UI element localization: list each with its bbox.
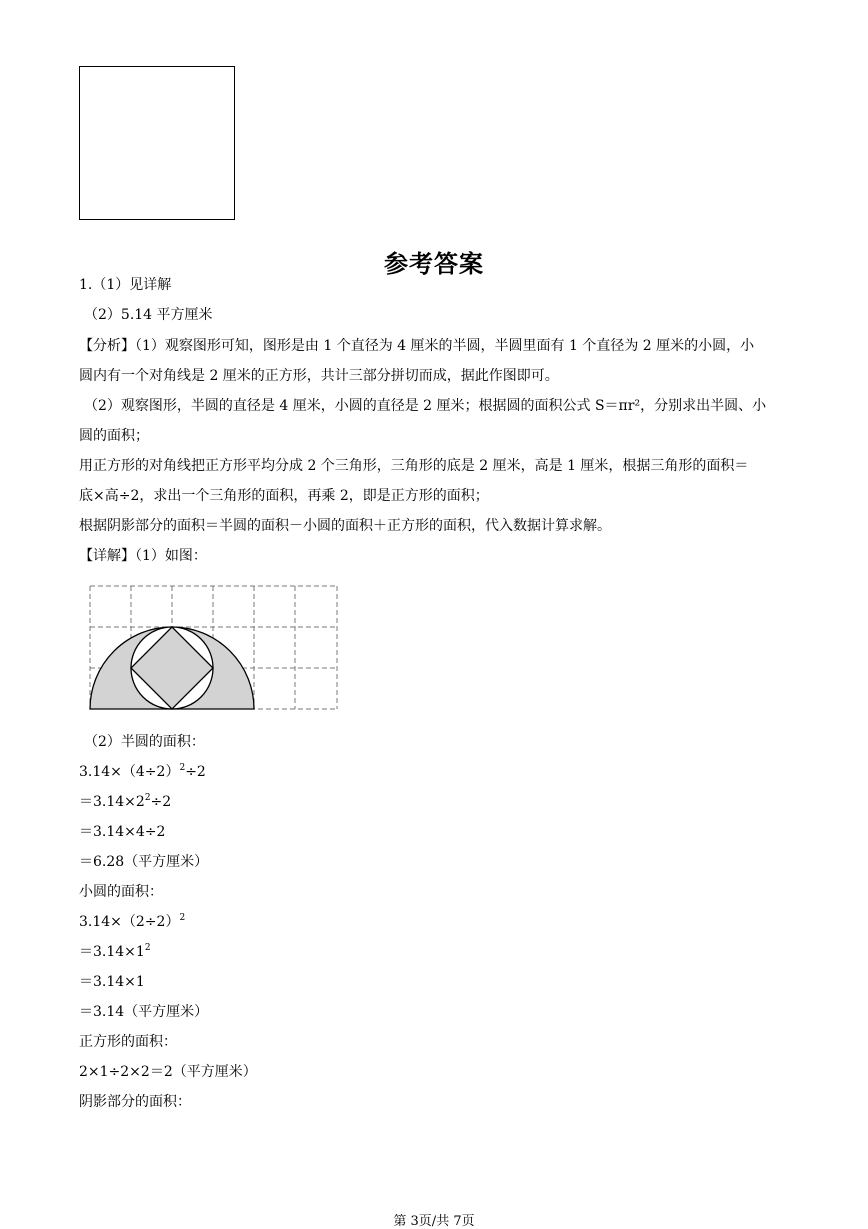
analysis-line2: 圆内有一个对角线是 2 厘米的正方形，共计三部分拼切而成，据此作图即可。	[79, 368, 559, 384]
analysis-line4: 圆的面积；	[79, 428, 149, 444]
small-circle-heading: 小圆的面积：	[79, 884, 163, 900]
analysis-line6: 底×高÷2，求出一个三角形的面积，再乘 2，即是正方形的面积；	[79, 488, 489, 504]
analysis-line3: （2）观察图形，半圆的直径是 4 厘米，小圆的直径是 2 厘米；根据圆的面积公式 S＝πr²，分别求出半圆、小	[84, 398, 767, 414]
semicircle-heading: （2）半圆的面积：	[84, 734, 205, 750]
detail-heading: 【详解】（1）如图：	[79, 548, 207, 564]
shadow-heading: 阴影部分的面积：	[79, 1094, 191, 1110]
q1-part1: 1.（1）见详解	[79, 277, 172, 293]
circle-calc-1: $3.14\times(2\div 2)^2$	[79, 913, 186, 930]
analysis-line1: 【分析】（1）观察图形可知，图形是由 1 个直径为 4 厘米的半圆，半圆里面有 1 个直径为 2 厘米的小圆，小	[79, 338, 755, 354]
square-heading: 正方形的面积：	[79, 1034, 177, 1050]
empty-drawing-box	[79, 66, 235, 220]
semi-calc-3: ＝3.14×4÷2	[79, 824, 166, 840]
semi-calc-2: $=3.14\times 2^2\div 2$	[79, 793, 172, 810]
q1-part2: （2）5.14 平方厘米	[84, 307, 213, 323]
answer-title: 参考答案	[384, 250, 484, 278]
circle-calc-2: $=3.14\times 1^2$	[79, 943, 151, 960]
circle-calc-3: ＝3.14×1	[79, 974, 145, 990]
analysis-line5: 用正方形的对角线把正方形平均分成 2 个三角形，三角形的底是 2 厘米，高是 1 厘米，根据三角形的面积＝	[79, 458, 749, 474]
circle-calc-4: ＝3.14（平方厘米）	[79, 1004, 209, 1020]
square-calc: 2×1÷2×2＝2（平方厘米）	[79, 1064, 257, 1080]
analysis-line7: 根据阴影部分的面积＝半圆的面积－小圆的面积＋正方形的面积，代入数据计算求解。	[79, 518, 611, 534]
semi-calc-4: ＝6.28（平方厘米）	[79, 854, 209, 870]
page-footer: 第 3页/共 7页	[393, 1214, 475, 1229]
geometry-figure	[84, 580, 344, 715]
semi-calc-1: $3.14\times(4\div 2)^2\div 2$	[79, 763, 206, 780]
